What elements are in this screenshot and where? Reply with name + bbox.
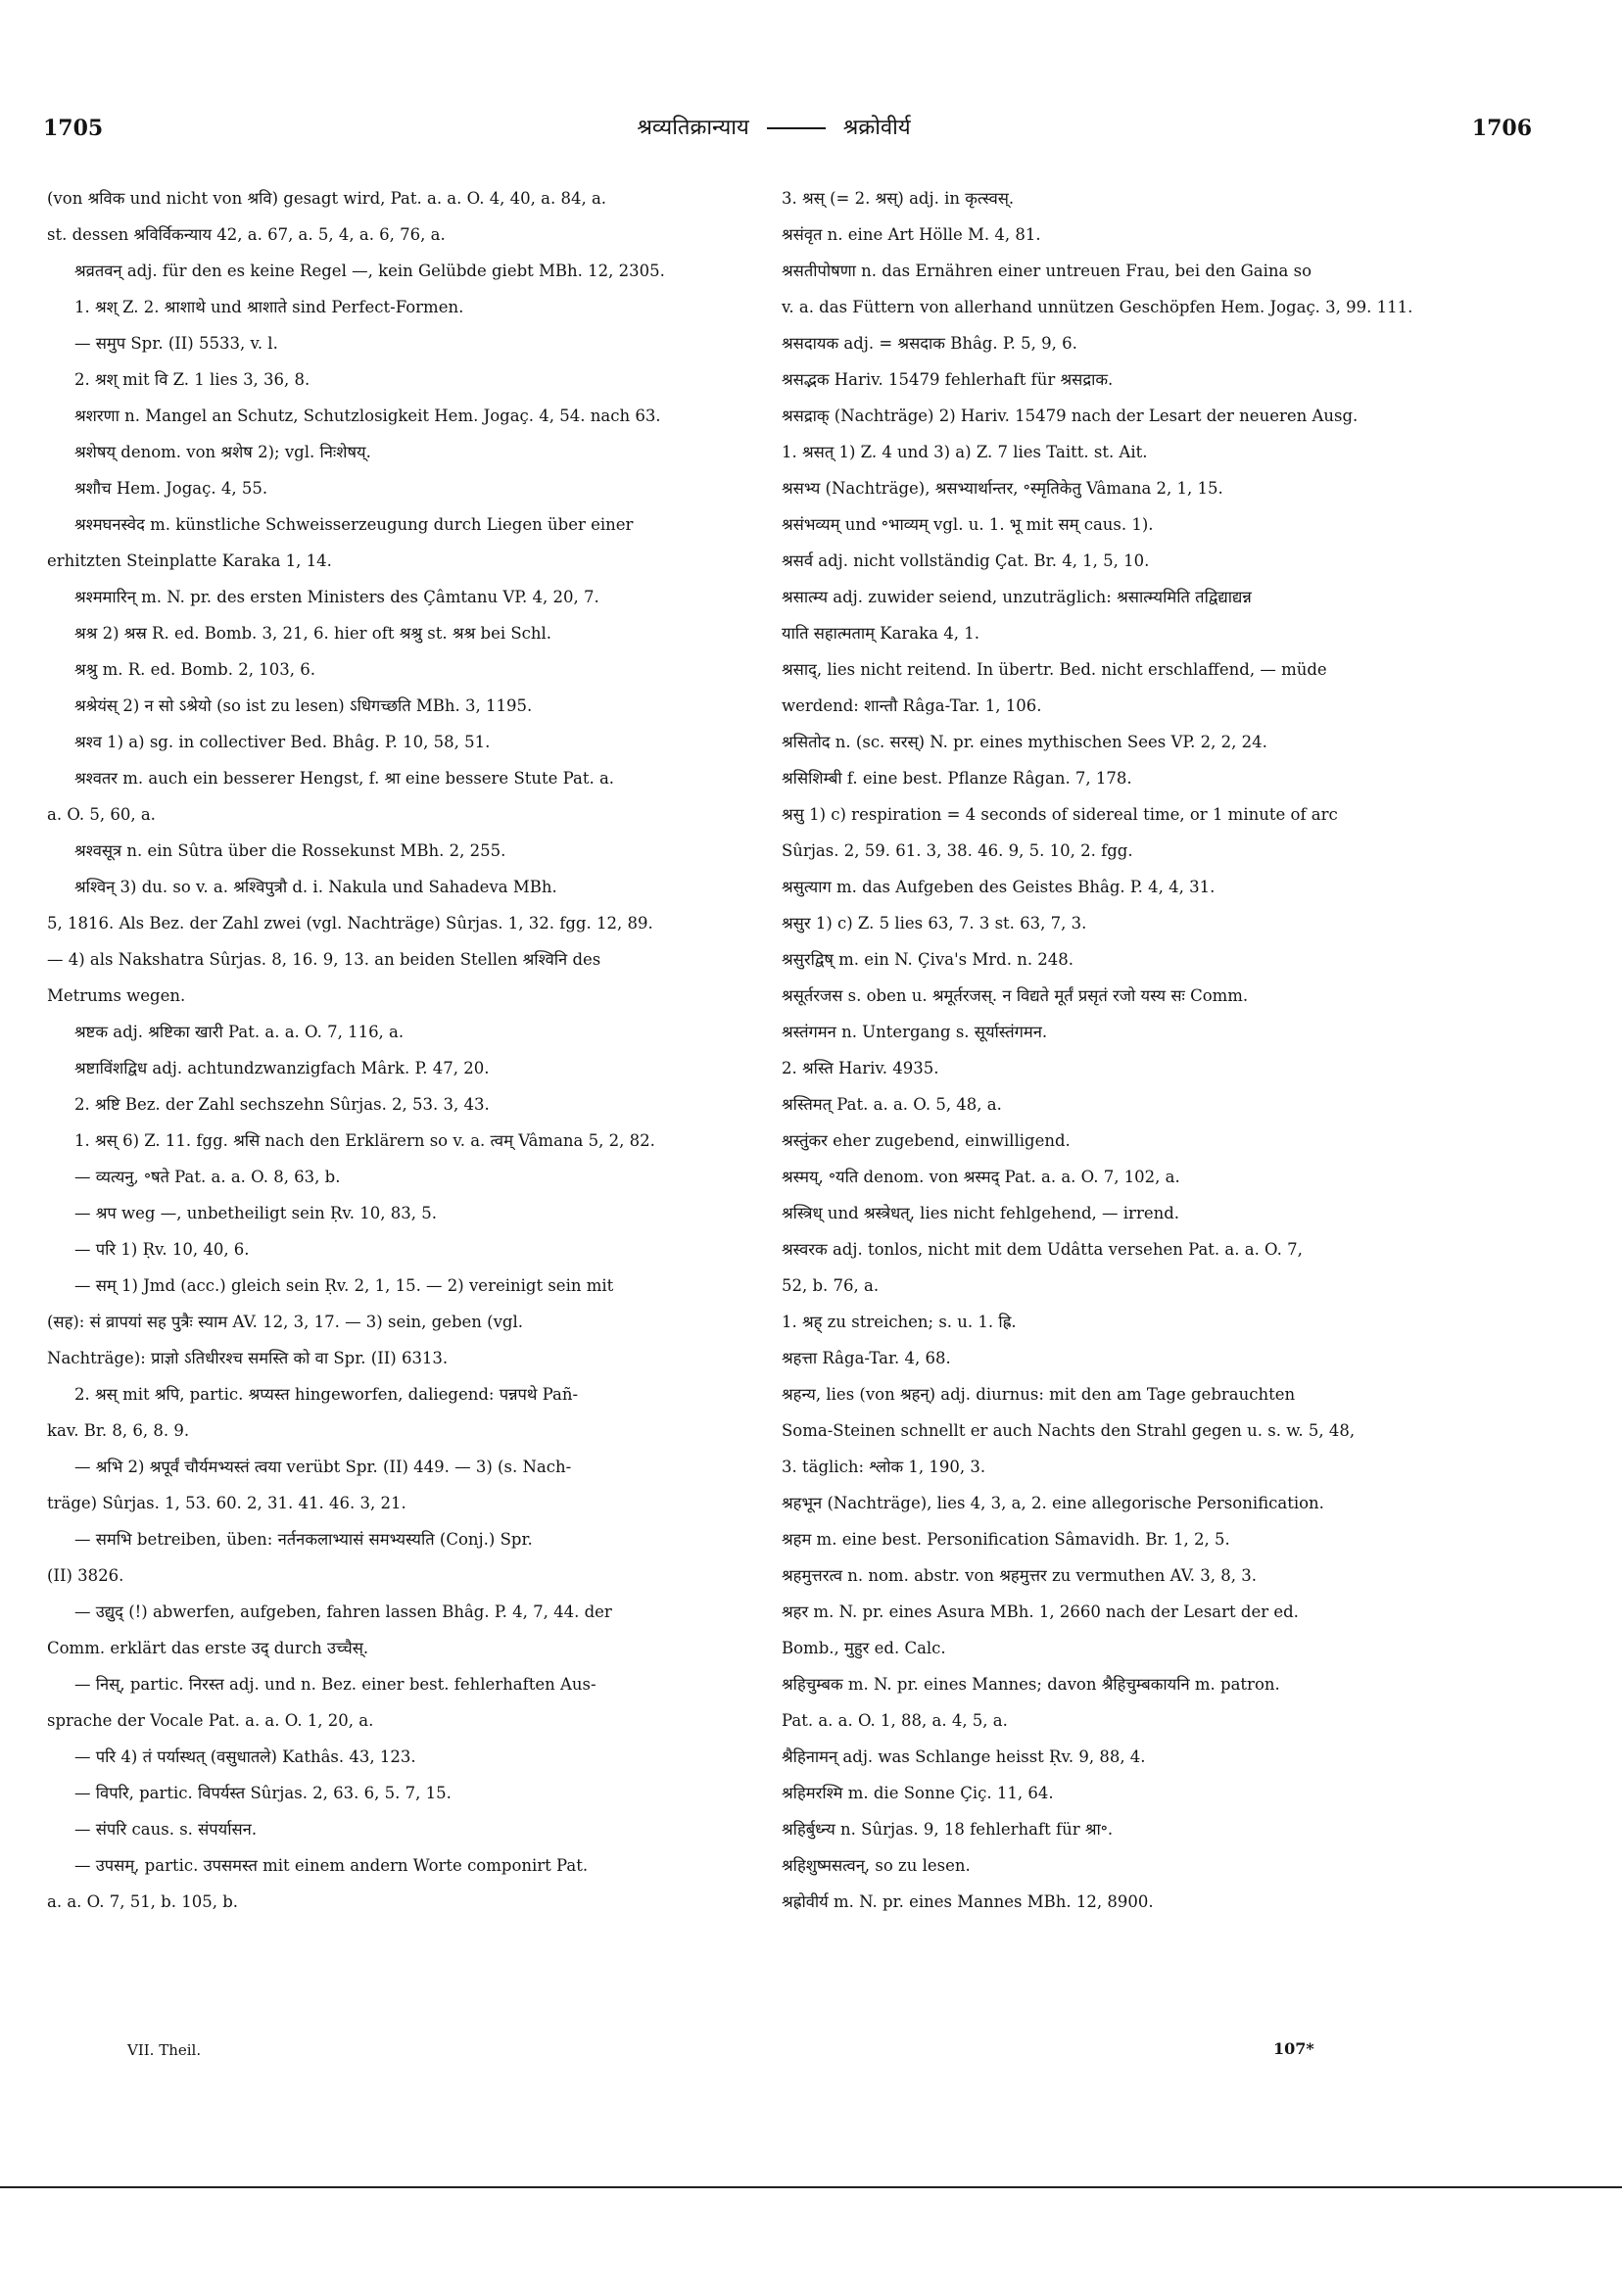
left-line: — सम् 1) Jmd (acc.) gleich sein Ṛv. 2, 1, 15. — 2) vereinigt sein mit	[74, 1276, 614, 1295]
footer-volume-label: VII. Theil.	[127, 2041, 202, 2059]
right-line: श्रसद्भक Hariv. 15479 fehlerhaft für श्रसद्राक.	[782, 370, 1114, 389]
right-line: 3. श्रस् (= 2. श्रस्) adj. in कृत्स्वस्.	[782, 189, 1015, 208]
left-line: — उपसम्, partic. उपसमस्त mit einem andern Worte componirt Pat.	[74, 1856, 589, 1875]
left-line: श्रश्वसूत्र n. ein Sûtra über die Rossekunst MBh. 2, 255.	[74, 841, 506, 860]
left-line: 1. श्रस् 6) Z. 11. fgg. श्रसि nach den Erklärern so v. a. त्वम् Vâmana 5, 2, 82.	[74, 1131, 655, 1150]
left-line: a. O. 5, 60, a.	[47, 805, 156, 824]
left-line: श्रशौच Hem. Jogaç. 4, 55.	[74, 479, 268, 498]
left-line: (von श्रविक und nicht von श्रवि) gesagt wird, Pat. a. a. O. 4, 40, a. 84, a.	[47, 189, 607, 208]
left-line: श्रष्टक adj. श्रष्टिका खारी Pat. a. a. O. 7, 116, a.	[74, 1023, 405, 1041]
right-line: werdend: शान्तौ Râga-Tar. 1, 106.	[782, 696, 1042, 715]
left-line: श्रशेषय् denom. von श्रशेष 2); vgl. निःशेषय्.	[74, 443, 371, 461]
right-line: श्रस्त्रिध् und श्रस्त्रेधत्, lies nicht fehlgehend, — irrend.	[782, 1204, 1180, 1222]
running-head-first-word: श्रव्यतिक्रान्याय	[637, 116, 749, 140]
right-line: श्रहन्य, lies (von श्रहन्) adj. diurnus: mit den am Tage gebrauchten	[782, 1385, 1296, 1404]
right-line: श्रसंभव्यम् und ॰भाव्यम् vgl. u. 1. भू mit सम् caus. 1).	[782, 515, 1154, 534]
page-number-right: 1706	[1471, 116, 1532, 141]
right-line: 2. श्रस्ति Hariv. 4935.	[782, 1059, 939, 1077]
left-line: श्रश्रेयंस् 2) न सो ऽश्रेयो (so ist zu lesen) ऽधिगच्छति MBh. 3, 1195.	[74, 696, 533, 715]
left-line: 2. श्रश् mit वि Z. 1 lies 3, 36, 8.	[74, 370, 310, 389]
left-line: — विपरि, partic. विपर्यस्त Sûrjas. 2, 63. 6, 5. 7, 15.	[74, 1784, 452, 1802]
right-line: श्रहिचुम्बक m. N. pr. eines Mannes; davon श्रैहिचुम्बकायनि m. patron.	[782, 1675, 1280, 1694]
right-line: श्रसात्म्य adj. zuwider seiend, unzuträglich: श्रसात्म्यमिति तद्विद्याद्यन्न	[782, 588, 1252, 606]
left-line: श्रश्ममारिन् m. N. pr. des ersten Ministers des Çâmtanu VP. 4, 20, 7.	[74, 588, 599, 606]
right-line: श्रसुर 1) c) Z. 5 lies 63, 7. 3 st. 63, 7, 3.	[782, 914, 1087, 933]
right-line: श्रहभून (Nachträge), lies 4, 3, a, 2. eine allegorische Personification.	[782, 1494, 1324, 1512]
left-line: श्रश्र 2) श्रस्र R. ed. Bomb. 3, 21, 6. hier oft श्रश्रु st. श्रश्र bei Schl.	[74, 624, 552, 643]
left-line: — श्रप weg —, unbetheiligt sein Ṛv. 10, 83, 5.	[74, 1204, 437, 1222]
left-line: श्रश्मघनस्वेद m. künstliche Schweisserzeugung durch Liegen über einer	[74, 515, 634, 534]
right-line: श्रस्वरक adj. tonlos, nicht mit dem Udâtta versehen Pat. a. a. O. 7,	[782, 1240, 1303, 1259]
right-line: Bomb., मुहुर ed. Calc.	[782, 1639, 946, 1657]
right-line: श्रसिशिम्बी f. eine best. Pflanze Râgan. 7, 178.	[782, 769, 1132, 788]
left-line: 1. श्रश् Z. 2. श्राशाथे und श्राशाते sind Perfect-Formen.	[74, 298, 464, 316]
left-line: erhitzten Steinplatte Karaka 1, 14.	[47, 551, 332, 570]
right-line: श्रस्तंगमन n. Untergang s. सूर्यास्तंगमन.	[782, 1023, 1048, 1041]
left-line: Comm. erklärt das erste उद् durch उच्चैस्.	[47, 1639, 369, 1657]
left-line: (सह): सं व्रापयां सह पुत्रैः स्याम AV. 12, 3, 17. — 3) sein, geben (vgl.	[47, 1313, 523, 1331]
right-line: श्रहिमरश्मि m. die Sonne Çiç. 11, 64.	[782, 1784, 1054, 1802]
right-column	[782, 180, 1472, 1920]
right-line: श्रस्तुंकर eher zugebend, einwilligend.	[782, 1131, 1071, 1150]
left-line: — निस्, partic. निरस्त adj. und n. Bez. einer best. fehlerhaften Aus-	[74, 1675, 596, 1694]
left-line: श्रष्टाविंशद्विध adj. achtundzwanzigfach Mârk. P. 47, 20.	[74, 1059, 490, 1077]
left-line: 2. श्रष्टि Bez. der Zahl sechszehn Sûrjas. 2, 53. 3, 43.	[74, 1095, 490, 1114]
left-line: 5, 1816. Als Bez. der Zahl zwei (vgl. Nachträge) Sûrjas. 1, 32. fgg. 12, 89.	[47, 914, 653, 933]
left-column	[47, 180, 744, 1920]
left-line: श्रशरणा n. Mangel an Schutz, Schutzlosigkeit Hem. Jogaç. 4, 54. nach 63.	[74, 407, 661, 425]
right-line: 3. täglich: श्लोक 1, 190, 3.	[782, 1458, 986, 1476]
left-line: श्रश्विन् 3) du. so v. a. श्रश्विपुत्रौ d. i. Nakula und Sahadeva MBh.	[74, 878, 557, 896]
right-line: श्रह्रोवीर्य m. N. pr. eines Mannes MBh. 12, 8900.	[782, 1892, 1154, 1911]
right-line: श्रहत्ता Râga-Tar. 4, 68.	[782, 1349, 951, 1367]
left-line: — 4) als Nakshatra Sûrjas. 8, 16. 9, 13. an beiden Stellen श्रश्विनि des	[47, 950, 601, 969]
right-line: 1. श्रसत् 1) Z. 4 und 3) a) Z. 7 lies Taitt. st. Ait.	[782, 443, 1148, 461]
right-line: श्रसुत्याग m. das Aufgeben des Geistes Bhâg. P. 4, 4, 31.	[782, 878, 1216, 896]
right-line: 1. श्रह् zu streichen; s. u. 1. ह्रि.	[782, 1313, 1017, 1331]
running-head	[0, 112, 1548, 141]
right-line: श्रसदायक adj. = श्रसदाक Bhâg. P. 5, 9, 6.	[782, 334, 1077, 353]
right-line: श्रैहिनामन् adj. was Schlange heisst Ṛv. 9, 88, 4.	[782, 1747, 1146, 1766]
left-line: a. a. O. 7, 51, b. 105, b.	[47, 1892, 239, 1911]
left-line: श्रश्व 1) a) sg. in collectiver Bed. Bhâg. P. 10, 58, 51.	[74, 733, 491, 751]
right-line: Pat. a. a. O. 1, 88, a. 4, 5, a.	[782, 1711, 1008, 1730]
left-line: — परि 1) Ṛv. 10, 40, 6.	[74, 1240, 250, 1259]
right-line: Soma-Steinen schnellt er auch Nachts den Strahl gegen u. s. w. 5, 48,	[782, 1421, 1356, 1440]
right-line: श्रहर m. N. pr. eines Asura MBh. 1, 2660 nach der Lesart der ed.	[782, 1602, 1299, 1621]
right-line: Sûrjas. 2, 59. 61. 3, 38. 46. 9, 5. 10, 2. fgg.	[782, 841, 1133, 860]
right-line: श्रहिशुष्मसत्वन्, so zu lesen.	[782, 1856, 971, 1875]
left-line: Metrums wegen.	[47, 986, 186, 1005]
left-line: — श्रभि 2) श्रपूर्वं चौर्यमभ्यस्तं त्वया verübt Spr. (II) 449. — 3) (s. Nach-	[74, 1458, 572, 1476]
right-line: श्रसंवृत n. eine Art Hölle M. 4, 81.	[782, 225, 1041, 244]
bottom-rule	[0, 2186, 1622, 2188]
left-line: श्रश्रु m. R. ed. Bomb. 2, 103, 6.	[74, 660, 315, 679]
right-line: श्रसितोद n. (sc. सरस्) N. pr. eines mythischen Sees VP. 2, 2, 24.	[782, 733, 1267, 751]
right-line: श्रसतीपोषणा n. das Ernähren einer untreuen Frau, bei den Gaina so	[782, 262, 1312, 280]
right-line: श्रहिर्बुध्न्य n. Sûrjas. 9, 18 fehlerhaft für श्रा॰.	[782, 1820, 1114, 1839]
page-number-left: 1705	[43, 116, 104, 141]
right-line: श्रस्तिमत् Pat. a. a. O. 5, 48, a.	[782, 1095, 1002, 1114]
footer-signature-mark: 107*	[1273, 2039, 1314, 2058]
left-line: sprache der Vocale Pat. a. a. O. 1, 20, a.	[47, 1711, 374, 1730]
right-line: 52, b. 76, a.	[782, 1276, 880, 1295]
left-line: — समुप Spr. (II) 5533, v. l.	[74, 334, 278, 353]
left-line: st. dessen श्रविर्विकन्याय 42, a. 67, a. 5, 4, a. 6, 76, a.	[47, 225, 446, 244]
right-line: श्रहम m. eine best. Personification Sâmavidh. Br. 1, 2, 5.	[782, 1530, 1230, 1549]
right-line: v. a. das Füttern von allerhand unnützen Geschöpfen Hem. Jogaç. 3, 99. 111.	[782, 298, 1413, 316]
left-line: träge) Sûrjas. 1, 53. 60. 2, 31. 41. 46. 3, 21.	[47, 1494, 406, 1512]
left-line: श्रश्वतर m. auch ein besserer Hengst, f. श्रा eine bessere Stute Pat. a.	[74, 769, 615, 788]
right-line: श्रसूर्तरजस s. oben u. श्रमूर्तरजस्. न विद्यते मूर्तं प्रसृतं रजो यस्य सः Comm.	[782, 986, 1249, 1005]
left-line: (II) 3826.	[47, 1566, 124, 1585]
right-line: श्रस्मय्, ॰यति denom. von श्रस्मद् Pat. a. a. O. 7, 102, a.	[782, 1168, 1180, 1186]
left-line: 2. श्रस् mit श्रपि, partic. श्रप्यस्त hingeworfen, daliegend: पन्नपथे Pañ-	[74, 1385, 579, 1404]
left-line: kav. Br. 8, 6, 8. 9.	[47, 1421, 190, 1440]
right-line: श्रसुरद्विष् m. ein N. Çiva's Mrd. n. 248.	[782, 950, 1074, 969]
right-line: श्रसभ्य (Nachträge), श्रसभ्यार्थान्तर, ॰स्मृतिकेतु Vâmana 2, 1, 15.	[782, 479, 1223, 498]
left-line: — उद्युद् (!) abwerfen, aufgeben, fahren lassen Bhâg. P. 4, 7, 44. der	[74, 1602, 612, 1621]
left-line: — परि 4) तं पर्यास्थत् (वसुधातले) Kathâs. 43, 123.	[74, 1747, 416, 1766]
running-head-last-word: श्रक्रोवीर्य	[842, 116, 911, 140]
left-line: — समभि betreiben, üben: नर्तनकलाभ्यासं समभ्यस्यति (Conj.) Spr.	[74, 1530, 533, 1549]
left-line: — व्यत्यनु, ॰षते Pat. a. a. O. 8, 63, b.	[74, 1168, 341, 1186]
right-line: श्रहमुत्तरत्व n. nom. abstr. von श्रहमुत्तर zu vermuthen AV. 3, 8, 3.	[782, 1566, 1257, 1585]
right-line: श्रसु 1) c) respiration = 4 seconds of sidereal time, or 1 minute of arc	[782, 805, 1338, 824]
right-line: याति सहात्मताम् Karaka 4, 1.	[782, 624, 979, 643]
left-line: श्रव्रतवन् adj. für den es keine Regel —, kein Gelübde giebt MBh. 12, 2305.	[74, 262, 665, 280]
running-head-dash	[767, 127, 826, 129]
left-line: — संपरि caus. s. संपर्यासन.	[74, 1820, 258, 1839]
left-line: Nachträge): प्राज्ञो ऽतिधीरश्च समस्ति को वा Spr. (II) 6313.	[47, 1349, 449, 1367]
right-line: श्रसद्राक् (Nachträge) 2) Hariv. 15479 nach der Lesart der neueren Ausg.	[782, 407, 1359, 425]
right-line: श्रसर्व adj. nicht vollständig Çat. Br. 4, 1, 5, 10.	[782, 551, 1150, 570]
right-line: श्रसाद्, lies nicht reitend. In übertr. Bed. nicht erschlaffend, — müde	[782, 660, 1327, 679]
